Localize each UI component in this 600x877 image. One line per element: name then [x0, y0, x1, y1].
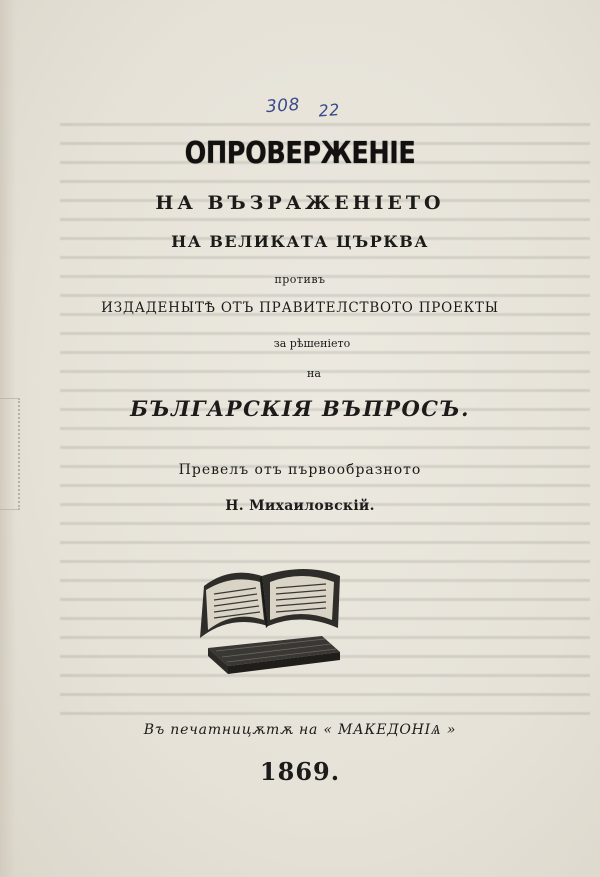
translator-name: Н. Михаиловскій. [225, 498, 375, 514]
title-line-4: противъ [274, 273, 326, 286]
open-book-vignette-icon [190, 556, 350, 676]
shelfmark-annotation [265, 94, 341, 121]
shelfmark-sub: 22 [317, 100, 341, 121]
title-line-6: за рѣшеніето [273, 337, 351, 350]
title-line-8: БЪЛГАРСКІЯ ВЪПРОСЪ. [130, 396, 470, 421]
shelfmark-number: 308 [265, 94, 301, 118]
title-line-3: НА ВЕЛИКАТА ЦЪРКВА [171, 232, 429, 251]
title-line-7: на [307, 367, 321, 380]
imprint-press: Въ печатницѫтѫ на « МАКЕДОНІѦ » [143, 722, 457, 738]
translator-line: Превелъ отъ първообразното [178, 462, 422, 478]
main-title: ОПРОВЕРЖЕНІЕ [184, 136, 416, 171]
imprint-year: 1869. [259, 757, 341, 786]
title-line-5: ИЗДАДЕНЫТѢ ОТЪ ПРАВИТЕЛСТВОТО ПРОЕКТЫ [101, 300, 499, 316]
title-line-2: НА ВЪЗРАЖЕНІЕТО [155, 192, 445, 214]
